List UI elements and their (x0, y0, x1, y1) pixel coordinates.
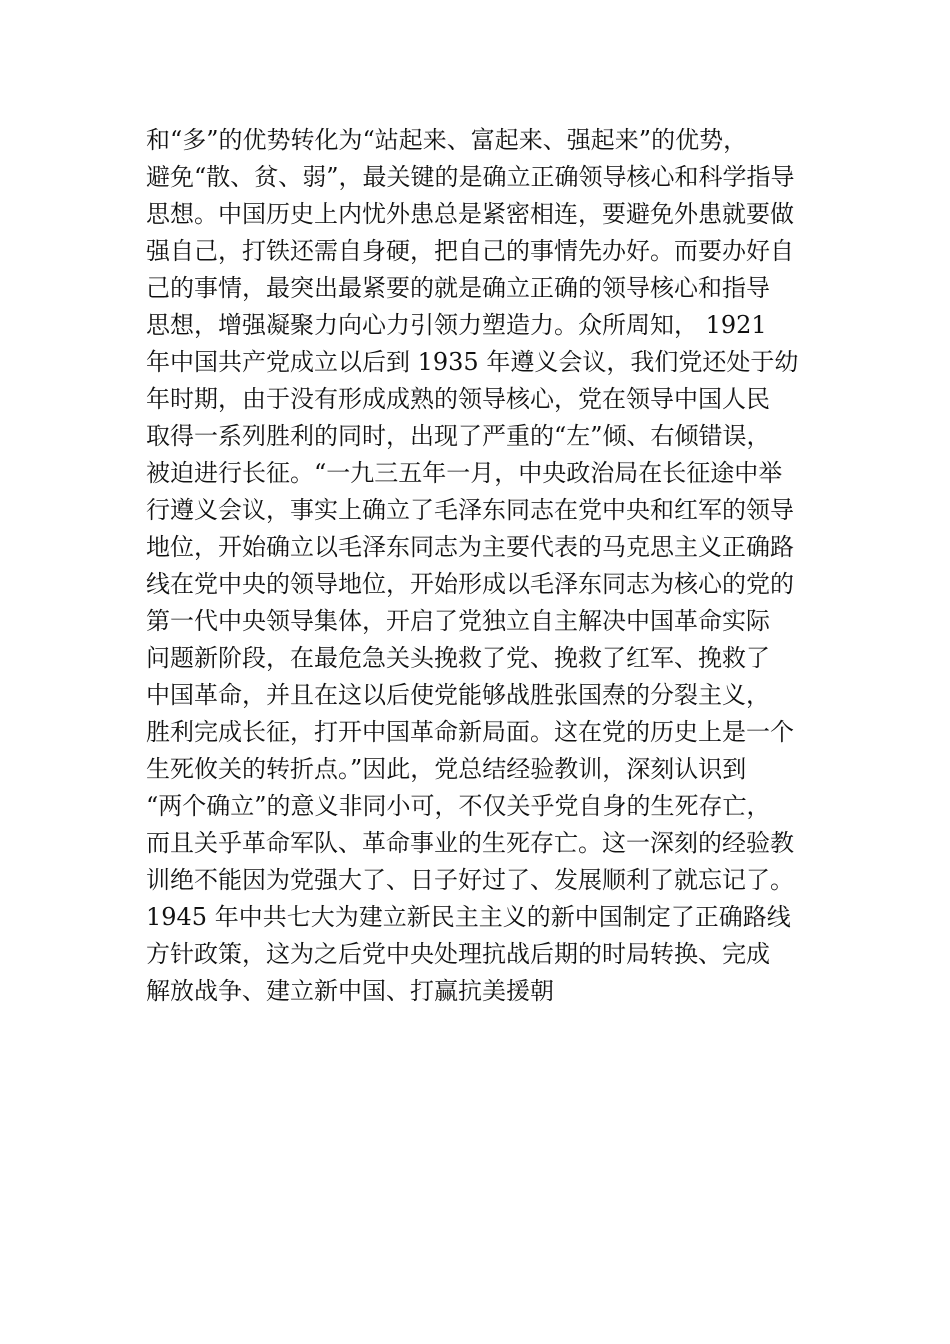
text-line: 行遵义会议，事实上确立了毛泽东同志在党中央和红军的领导 (146, 496, 794, 524)
text-line: 中国革命，并且在这以后使党能够战胜张国焘的分裂主义， (146, 681, 770, 709)
text-line: 第一代中央领导集体，开启了党独立自主解决中国革命实际 (146, 607, 770, 635)
text-line: 胜利完成长征，打开中国革命新局面。这在党的历史上是一个 (146, 718, 794, 746)
text-line: 训绝不能因为党强大了、日子好过了、发展顺利了就忘记了。 (146, 866, 794, 894)
text-line: 取得一系列胜利的同时，出现了严重的“左”倾、右倾错误， (146, 422, 771, 450)
text-line: “两个确立”的意义非同小可，不仅关乎党自身的生死存亡， (146, 792, 771, 820)
text-line: 生死攸关的转折点。”因此，党总结经验教训，深刻认识到 (146, 755, 747, 783)
text-line: 而且关乎革命军队、革命事业的生死存亡。这一深刻的经验教 (146, 829, 794, 857)
body-text (146, 122, 836, 1010)
text-line: 解放战争、建立新中国、打赢抗美援朝 (146, 977, 554, 1005)
text-line: 年中国共产党成立以后到 1935 年遵义会议，我们党还处于幼 (146, 348, 799, 376)
text-line: 己的事情，最突出最紧要的就是确立正确的领导核心和指导 (146, 274, 770, 302)
text-line: 和“多”的优势转化为“站起来、富起来、强起来”的优势， (146, 126, 748, 154)
text-line: 强自己，打铁还需自身硬，把自己的事情先办好。而要办好自 (146, 237, 794, 265)
text-line: 思想，增强凝聚力向心力引领力塑造力。众所周知， 1921 (146, 311, 767, 339)
text-line: 1945 年中共七大为建立新民主主义的新中国制定了正确路线 (146, 903, 791, 931)
text-line: 年时期，由于没有形成成熟的领导核心，党在领导中国人民 (146, 385, 770, 413)
text-line: 地位，开始确立以毛泽东同志为主要代表的马克思主义正确路 (146, 533, 794, 561)
text-line: 线在党中央的领导地位，开始形成以毛泽东同志为核心的党的 (146, 570, 794, 598)
text-line: 避免“散、贫、弱”，最关键的是确立正确领导核心和科学指导 (146, 163, 795, 191)
text-line: 思想。中国历史上内忧外患总是紧密相连，要避免外患就要做 (146, 200, 794, 228)
text-line: 被迫进行长征。“一九三五年一月，中央政治局在长征途中举 (146, 459, 783, 487)
text-line: 问题新阶段，在最危急关头挽救了党、挽救了红军、挽救了 (146, 644, 770, 672)
text-line: 方针政策，这为之后党中央处理抗战后期的时局转换、完成 (146, 940, 770, 968)
